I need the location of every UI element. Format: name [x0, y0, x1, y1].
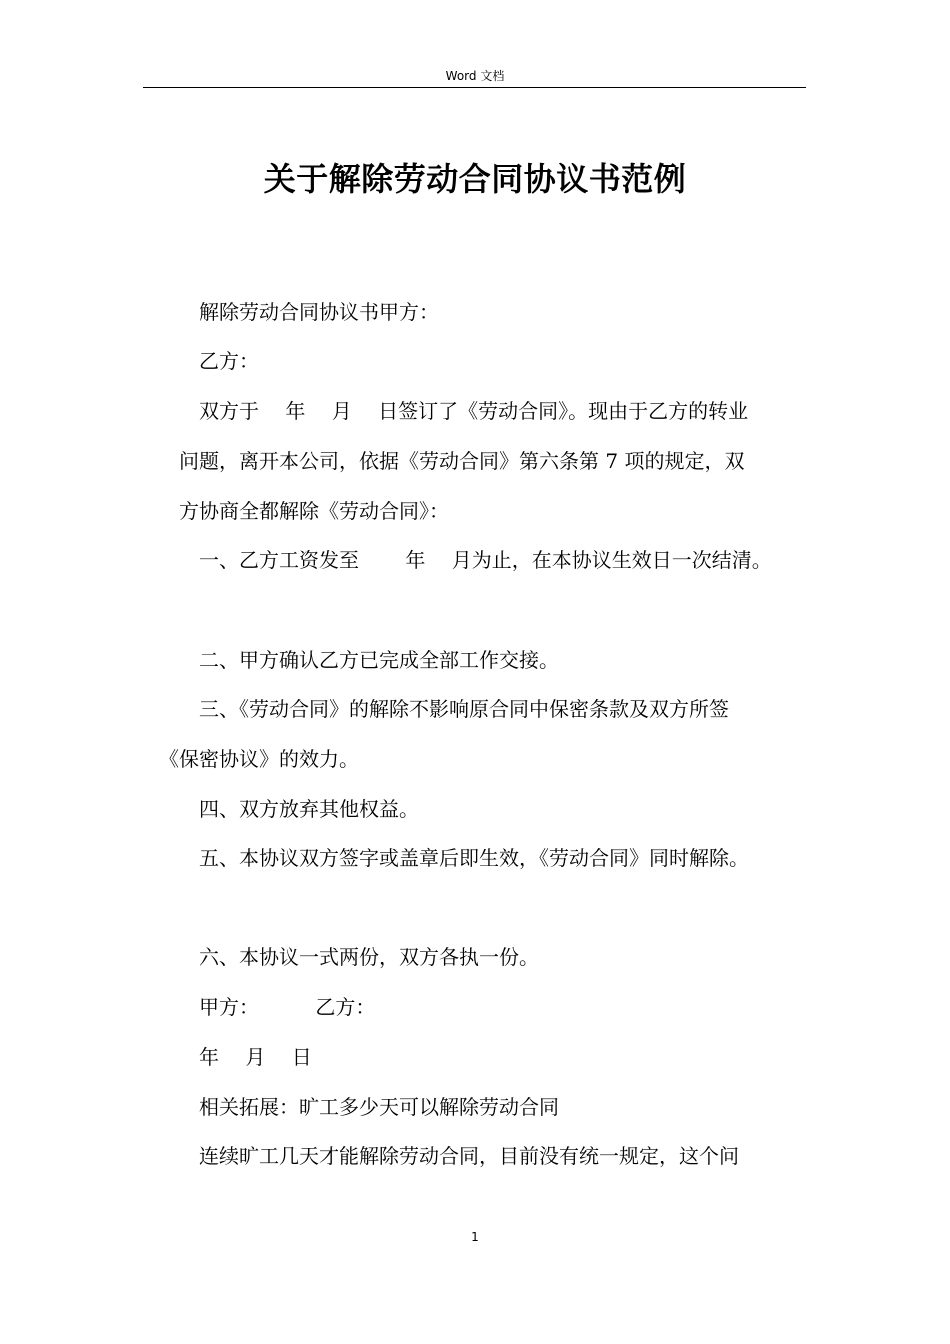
paragraph-line: 乙方：	[199, 349, 259, 373]
paragraph-line: 五、本协议双方签字或盖章后即生效，《劳动合同》同时解除。	[199, 846, 749, 870]
paragraph-line: 四、双方放弃其他权益。	[199, 797, 419, 821]
header-rule	[143, 87, 806, 88]
paragraph-line: 三、《劳动合同》的解除不影响原合同中保密条款及双方所签	[199, 697, 729, 721]
paragraph-line: 二、甲方确认乙方已完成全部工作交接。	[199, 648, 559, 672]
page-number: 1	[471, 1230, 479, 1244]
paragraph-line: 方协商全都解除《劳动合同》：	[179, 499, 449, 523]
page-header: Word 文档	[445, 69, 505, 83]
paragraph-line: 甲方： 乙方：	[199, 995, 376, 1019]
paragraph-line: 一、乙方工资发至 年 月为止，在本协议生效日一次结清。	[199, 548, 772, 572]
paragraph-line: 问题，离开本公司，依据《劳动合同》第六条第 7 项的规定，双	[179, 449, 745, 473]
paragraph-line: 年 月 日	[199, 1045, 312, 1069]
paragraph-line: 双方于 年 月 日签订了《劳动合同》。现由于乙方的转业	[199, 399, 749, 423]
paragraph-line: 相关拓展：旷工多少天可以解除劳动合同	[199, 1095, 559, 1119]
paragraph-line: 《保密协议》的效力。	[159, 747, 359, 771]
document-title: 关于解除劳动合同协议书范例	[263, 160, 687, 198]
paragraph-line: 连续旷工几天才能解除劳动合同，目前没有统一规定，这个问	[199, 1144, 739, 1168]
paragraph-line: 解除劳动合同协议书甲方：	[199, 300, 439, 324]
paragraph-line: 六、本协议一式两份，双方各执一份。	[199, 945, 539, 969]
